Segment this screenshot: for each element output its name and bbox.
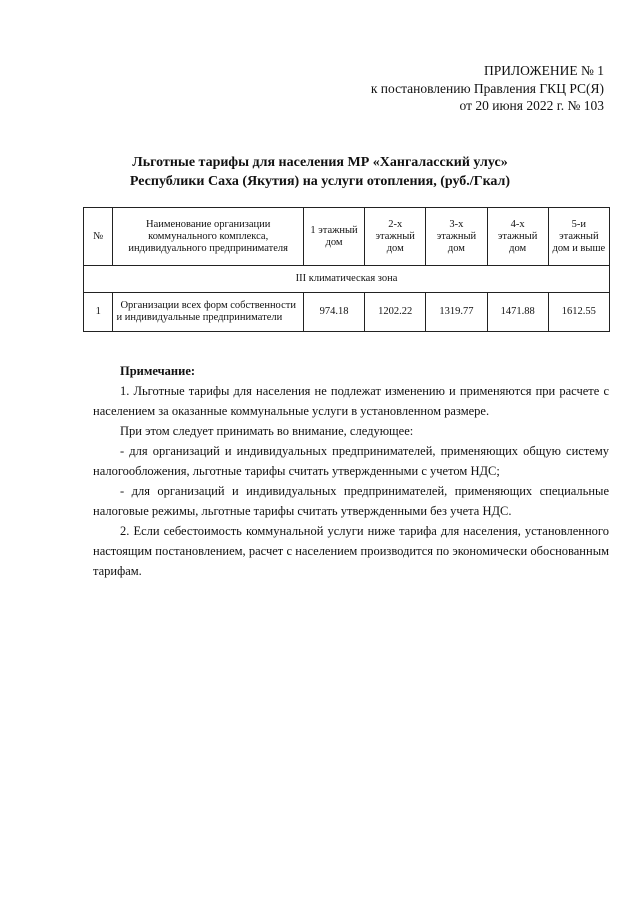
row-num: 1 bbox=[84, 293, 113, 332]
table-header-row bbox=[84, 208, 610, 266]
row-value-3-floor: 1319.77 bbox=[426, 293, 487, 332]
header-2-floor: 2-х этажный дом bbox=[365, 208, 426, 266]
note-paragraph-2: При этом следует принимать во внимание, следующее: bbox=[120, 424, 414, 438]
notes-section bbox=[93, 361, 609, 581]
appendix-header bbox=[371, 62, 604, 115]
appendix-line-3: от 20 июня 2022 г. № 103 bbox=[459, 98, 604, 113]
row-value-4-floor: 1471.88 bbox=[487, 293, 548, 332]
tariff-table bbox=[83, 207, 610, 332]
appendix-line-2: к постановлению Правления ГКЦ РС(Я) bbox=[370, 80, 604, 96]
notes-header: Примечание: bbox=[120, 364, 196, 378]
climate-zone-row bbox=[84, 266, 610, 293]
header-1-floor: 1 этажный дом bbox=[303, 208, 364, 266]
row-value-5-floor: 1612.55 bbox=[548, 293, 609, 332]
row-value-1-floor: 974.18 bbox=[303, 293, 364, 332]
title-line-1: Льготные тарифы для населения МР «Хангаласский улус» bbox=[132, 155, 508, 170]
title-line-2: Республики Саха (Якутия) на услуги отопления, (руб./Гкал) bbox=[129, 174, 511, 189]
document-title bbox=[0, 153, 640, 191]
header-4-floor: 4-х этажный дом bbox=[487, 208, 548, 266]
row-value-2-floor: 1202.22 bbox=[365, 293, 426, 332]
climate-zone-label: III климатическая зона bbox=[84, 266, 610, 293]
header-num: № bbox=[84, 208, 113, 266]
table-row bbox=[84, 293, 610, 332]
header-org-name: Наименование организации коммунального комплекса, индивидуального предпринимателя bbox=[113, 208, 303, 266]
header-3-floor: 3-х этажный дом bbox=[426, 208, 487, 266]
note-paragraph-5: 2. Если себестоимость коммунальной услуги ниже тарифа для населения, установленного настоящим постановлением, расчет с населением производится по экономически обоснованным тарифам. bbox=[93, 524, 609, 578]
appendix-line-1: ПРИЛОЖЕНИЕ № 1 bbox=[483, 63, 604, 78]
note-paragraph-3: - для организаций и индивидуальных предпринимателей, применяющих общую систему налогообложения, льготные тарифы считать утвержденными с учетом НДС; bbox=[93, 444, 609, 478]
note-paragraph-4: - для организаций и индивидуальных предпринимателей, применяющих специальные налоговые режимы, льготные тарифы считать утвержденными без учета НДС. bbox=[93, 484, 609, 518]
header-5-floor: 5-и этажный дом и выше bbox=[548, 208, 609, 266]
row-org-name: Организации всех форм собственности и индивидуальные предприниматели bbox=[113, 293, 303, 332]
note-paragraph-1: 1. Льготные тарифы для населения не подлежат изменению и применяются при расчете с населением за оказанные коммунальные услуги в установленном размере. bbox=[93, 384, 609, 418]
